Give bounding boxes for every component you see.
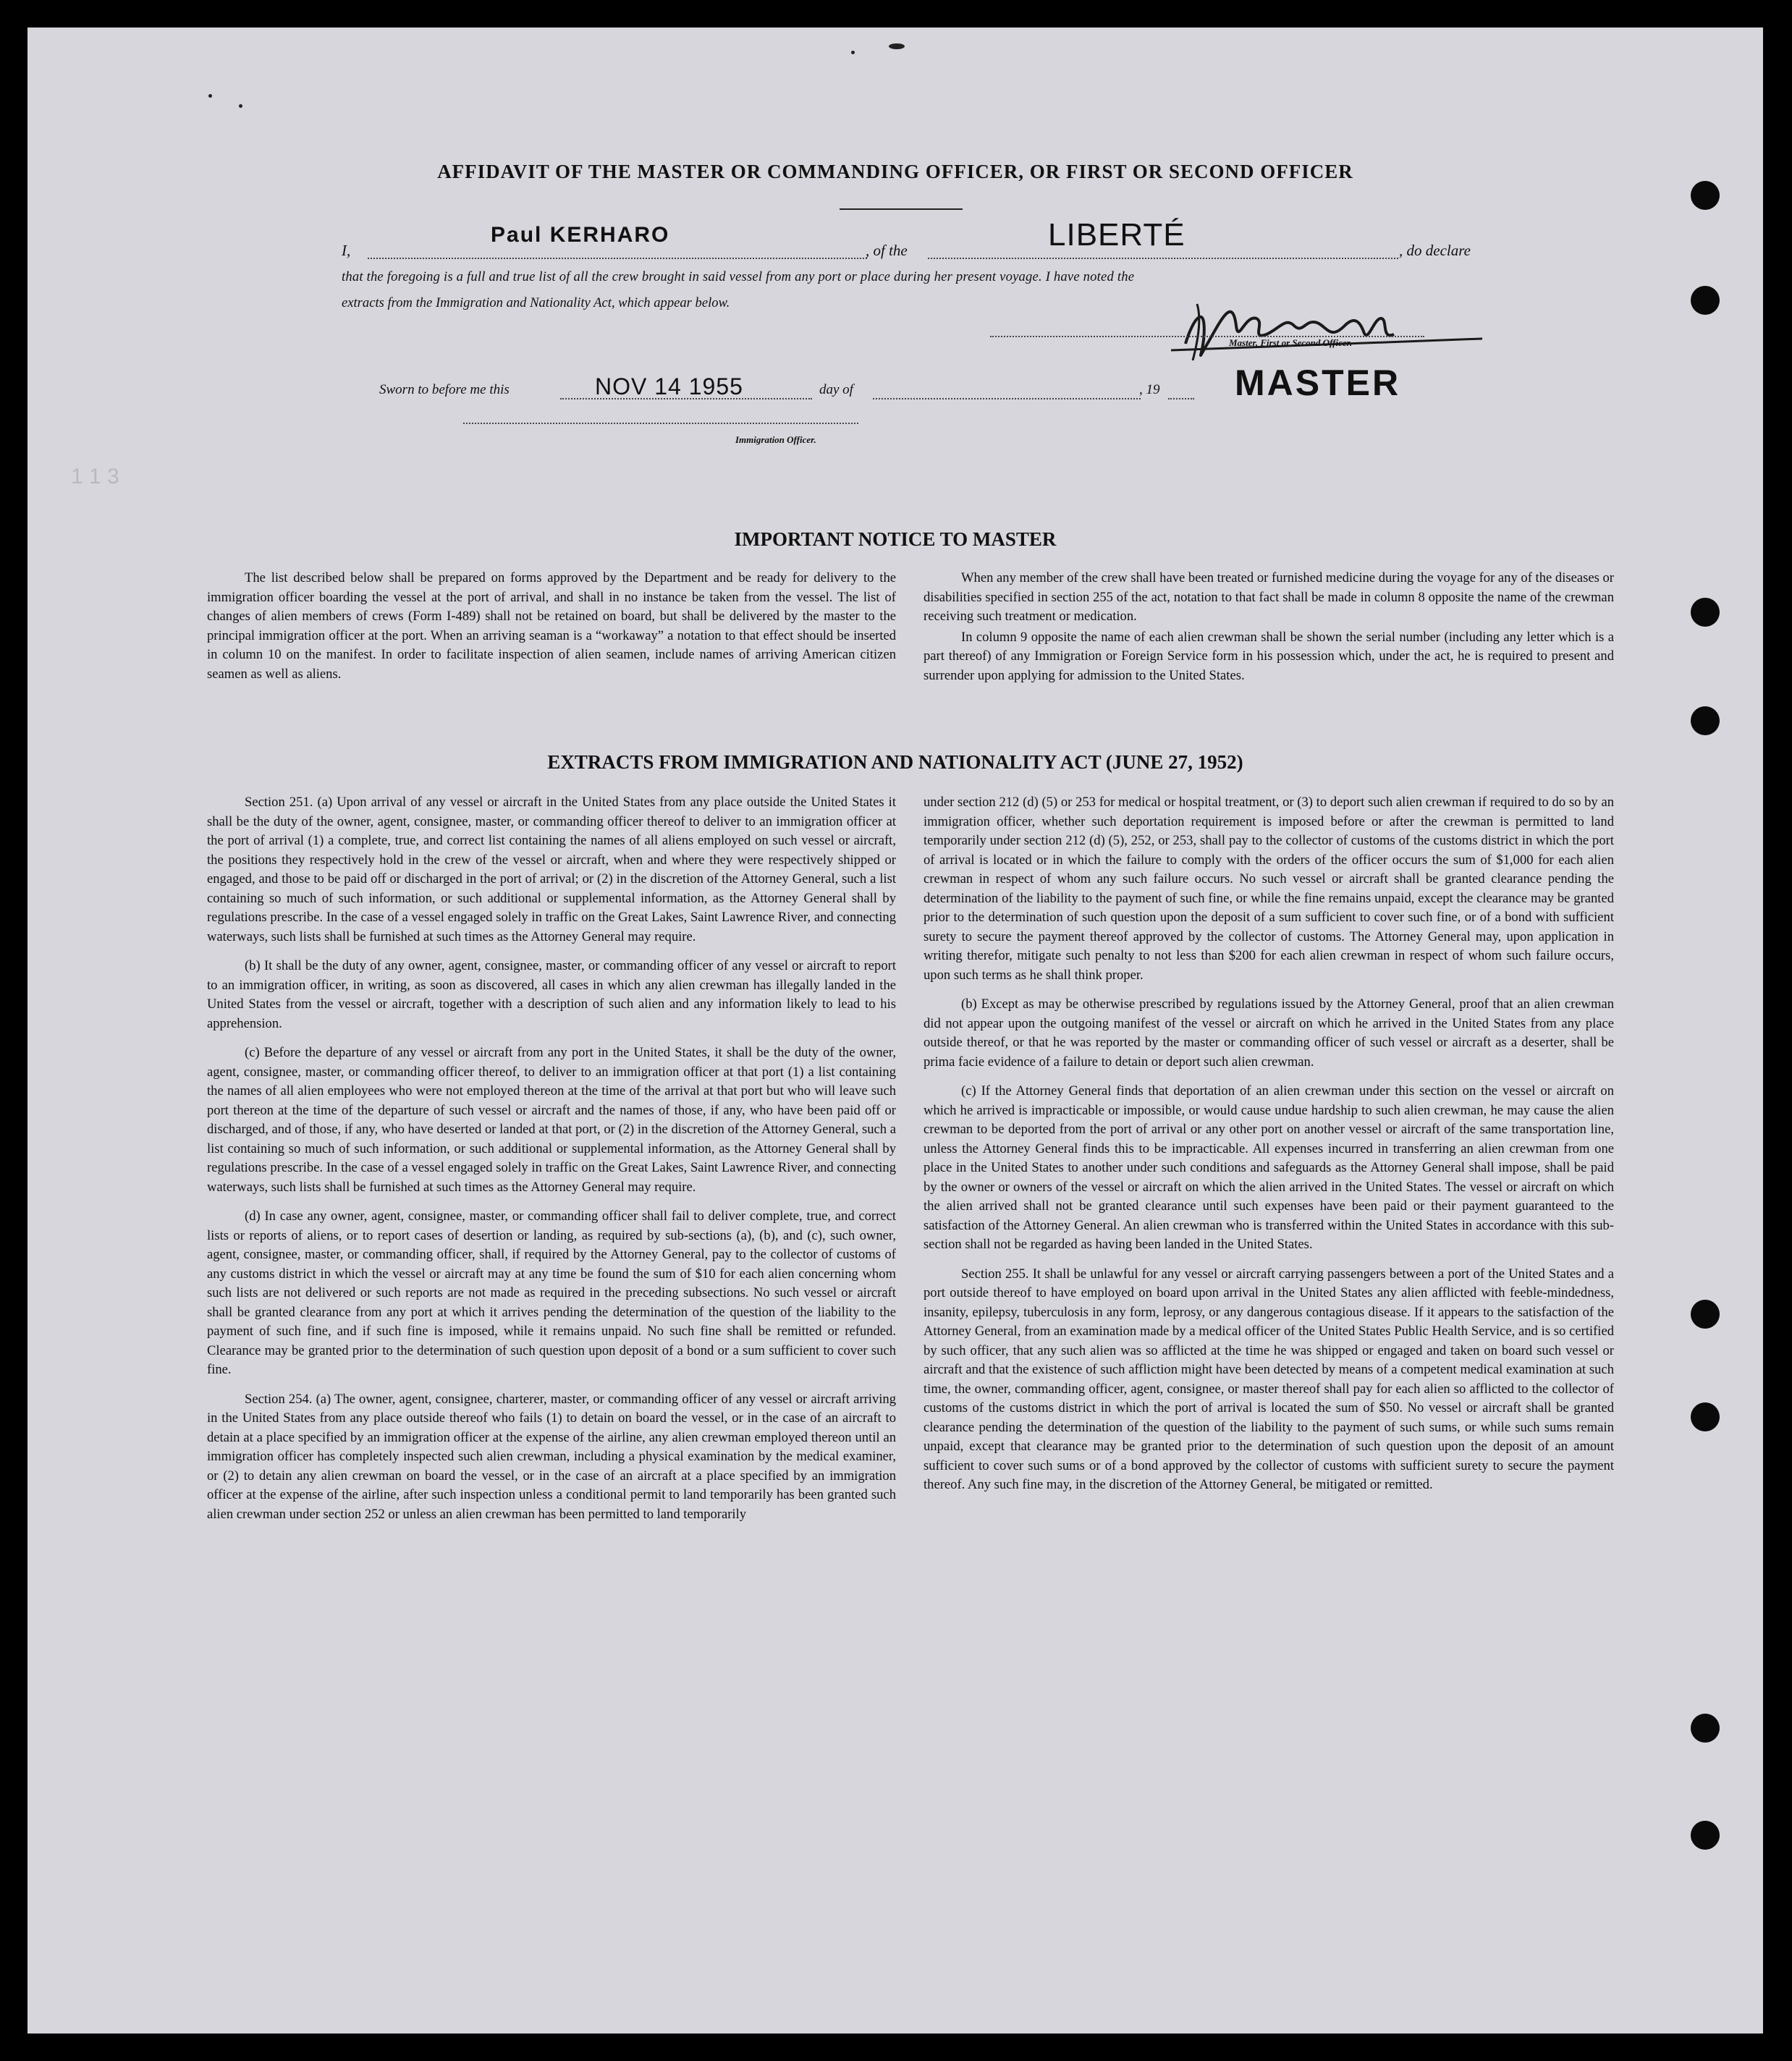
scan-speck xyxy=(889,43,905,49)
act-paragraph: Section 254. (a) The owner, agent, consignee, charterer, master, or commanding officer of any vessel or aircraft arriving in the United States from any place outside thereof who fails (1) to detain on board the vessel, or in the case of an aircraft to detain at a place specified by an immigration officer at the expense of the airline, any alien crewman employed thereon until an immigration officer has completely inspected such alien crewman, including a physical examination by the medical examiner, or (2) to detain any alien crewman on board the vessel, or in the case of an aircraft at a place specified by an immigration officer at the expense of the airline, after such inspection unless a conditional permit to land temporarily has been granted such alien crewman under section 252 or unless an alien crewman has been permitted to land temporarily xyxy=(207,1391,896,1522)
scan-speck xyxy=(208,94,212,98)
affidavit-title: AFFIDAVIT OF THE MASTER OR COMMANDING OFFICER, OR FIRST OR SECOND OFFICER xyxy=(437,161,1353,182)
notice-right-column xyxy=(924,569,1614,685)
act-paragraph: (d) In case any owner, agent, consignee, master, or commanding officer shall fail to deliver complete, true, and correct lists or reports of aliens, or to report cases of desertion or landing, as required by sub-sections (a), (b), and (c), such owner, agent, consignee, master, or commanding officer, shall, if required by the Attorney General, pay to the collector of customs of any customs district in which the vessel or aircraft may at any time be found the sum of $10 for each alien concerning whom such lists are not delivered or such reports are not made as required in the preceding subsections. No such vessel or aircraft shall be granted clearance from any port at which it arrives pending the determination of the question of the liability to the payment of such fine, and if such fine is imposed, while it remains unpaid. No such fine shall be remitted or refunded. Clearance may be granted prior to the determination of such question upon deposit of a bond or a sum sufficient to cover such fine. xyxy=(207,1209,896,1377)
vessel-name-field[interactable]: LIBERTÉ xyxy=(1048,217,1185,253)
act-paragraph: Section 255. It shall be unlawful for any vessel or aircraft carrying passengers between a port of the United States and a port outside thereof to have employed on board upon arrival in the United States any alien afflicted with feeble-mindedness, insanity, epilepsy, tuberculosis in any form, leprosy, or any dangerous contagious disease. If it appears to the satisfaction of the Attorney General, from an examination made by a medical officer of the United States Public Health Service, and is so certified by such officer, that any such alien was so afflicted at the time he was shipped or engaged and taken on board such vessel or aircraft and that the existence of such affliction might have been detected by means of a competent medical examination at such time, the owner, commanding officer, agent, consignee, or master thereof shall pay for each alien so afflicted to the collector of customs of the customs district in which the port of arrival is located the sum of $50. No vessel or aircraft shall be granted clearance pending the determination of the question of the liability to the payment of such sums, or while such sums remain unpaid, except that clearance may be granted prior to the determination of such question upon the deposit of an amount sufficient to cover such sums or of a bond approved by the collector of customs with sufficient surety to secure the payment thereof. Any such fine may, in the discretion of the Attorney General, be mitigated or remitted. xyxy=(924,1266,1614,1492)
title-divider xyxy=(840,208,963,210)
binder-hole xyxy=(1691,1714,1720,1743)
master-stamp: MASTER xyxy=(1235,363,1401,403)
binder-hole xyxy=(1691,1402,1720,1431)
statement-line-1: that the foregoing is a full and true list of all the crew brought in said vessel from any port or place during her present voyage. I have noted the xyxy=(342,269,1135,284)
sworn-date-field[interactable]: NOV 14 1955 xyxy=(595,373,743,399)
binder-hole xyxy=(1691,286,1720,315)
day-of-label: day of xyxy=(819,382,853,397)
notice-left-column xyxy=(207,569,896,684)
notice-heading: IMPORTANT NOTICE TO MASTER xyxy=(734,528,1057,550)
binder-hole xyxy=(1691,1300,1720,1329)
binder-hole xyxy=(1691,1821,1720,1850)
document-page xyxy=(28,27,1763,2034)
act-paragraph: (b) Except as may be otherwise prescribed by regulations issued by the Attorney General, proof that an alien crewman did not appear upon the outgoing manifest of the vessel or aircraft on which he arrived in the United States from any place outside thereof, or that he was reported by the master or commanding officer of such vessel or aircraft as a deserter, shall be prima facie evidence of a failure to detain or deport such alien crewman. xyxy=(924,996,1614,1070)
of-the-label: , of the xyxy=(866,242,908,259)
extracts-heading: EXTRACTS FROM IMMIGRATION AND NATIONALITY ACT (JUNE 27, 1952) xyxy=(547,751,1243,773)
officer-caption: Immigration Officer. xyxy=(735,434,816,445)
year-label: , 19 xyxy=(1139,382,1160,397)
extracts-left-column xyxy=(207,793,896,1524)
do-declare-label: , do declare xyxy=(1399,242,1471,259)
binder-hole xyxy=(1691,598,1720,627)
notice-paragraph: The list described below shall be prepared on forms approved by the Department and be ready for delivery to the immigration officer boarding the vessel at the port of arrival, and shall in no instance be taken from the vessel. The list of changes of alien members of crews (Form I-489) shall not be retained on board, but shall be delivered by the master to the principal immigration officer at the port. When an arriving seaman is a “workaway” a notation to that effect should be inserted in column 10 on the manifest. In order to facilitate inspection of alien seamen, include names of arriving American citizen seamen as well as aliens. xyxy=(207,570,896,682)
notice-paragraph: In column 9 opposite the name of each alien crewman shall be shown the serial number (including any letter which is a part thereof) of any Immigration or Foreign Service form in his possession which, under the act, he is required to present and surrender upon applying for admission to the United States. xyxy=(924,629,1614,683)
month-line xyxy=(873,398,1141,399)
vessel-name-line xyxy=(928,258,1398,259)
scan-speck xyxy=(851,51,855,54)
act-paragraph: (c) If the Attorney General finds that deportation of an alien crewman under this section on the vessel or aircraft on which he arrived is impracticable or impossible, or would cause undue hardship to such alien crewman, he may cause the alien crewman to be deported from the port of arrival or any other port on another vessel or aircraft of the same transportation line, unless the Attorney General finds this to be impracticable. All expenses incurred in transferring an alien crewman from one place in the United States to another under such conditions and safeguards as the Attorney General shall impose, shall be paid by the owner or owners of the vessel or aircraft on which the alien arrived in the United States. The vessel or aircraft on which the alien arrived shall not be granted clearance until such expenses have been paid or their payment guaranteed to the satisfaction of the Attorney General. An alien crewman who is transferred within the United States in accordance with this sub-section shall not be regarded as having been landed in the United States. xyxy=(924,1083,1614,1252)
signature-caption: Master, First or Second Officer. xyxy=(1229,337,1353,348)
year-line xyxy=(1168,398,1194,399)
act-paragraph: under section 212 (d) (5) or 253 for medical or hospital treatment, or (3) to deport such alien crewman if required to do so by an immigration officer, whether such deportation requirement is imposed before or after the crewman is permitted to land temporarily under section 212 (d) (5), 252, or 253, shall pay to the collector of customs of the customs district in which the port of arrival is located or in which the failure to comply with the orders of the officer occurs the sum of $1,000 for each alien crewman in respect of whom any such failure occurs. No such vessel or aircraft shall be granted clearance pending the determination of the liability to the payment of such fine, or while the fine remains unpaid, except the clearance may be granted prior to the determination of such question upon the deposit of a sum sufficient to cover such fine, or of a bond with sufficient surety to secure the payment thereof approved by the collector of customs. The Attorney General may, upon application in writing therefor, mitigate such penalty to not less than $200 for each alien crewman in respect of whom such failure occurs, upon such terms as he shall think proper. xyxy=(924,795,1614,983)
bleed-through-mark: 1 1 3 xyxy=(71,465,119,488)
declare-i-label: I, xyxy=(342,242,351,259)
act-paragraph: (c) Before the departure of any vessel or aircraft from any port in the United States, it shall be the duty of the owner, agent, consignee, master, or commanding officer thereof, to deliver to an immigration officer at that port (1) a list containing the names of all alien employees who were not employed thereon at the time of the arrival at that port but who will leave such port thereon at the time of the departure of such vessel or aircraft and the names of those, if any, who have been paid off or discharged, and of those, if any, who have deserted or landed at that port, or (2) in the discretion of the Attorney General, such a list containing so much of such information, or such additional or supplemental information, as the Attorney General shall by regulations prescribe. In the case of a vessel engaged solely in traffic on the Great Lakes, Saint Lawrence River, and connecting waterways, such lists shall be furnished at such times as the Attorney General may require. xyxy=(207,1045,896,1195)
sworn-label: Sworn to before me this xyxy=(379,382,510,397)
extracts-right-column xyxy=(924,793,1614,1495)
notice-paragraph: When any member of the crew shall have been treated or furnished medicine during the voyage for any of the diseases or disabilities specified in section 255 of the act, notation to that fact shall be made in column 8 opposite the name of the crewman receiving such treatment or medication. xyxy=(924,570,1614,624)
statement-line-2: extracts from the Immigration and Nationality Act, which appear below. xyxy=(342,295,730,310)
signature-line xyxy=(990,336,1424,337)
scan-speck xyxy=(239,104,242,108)
act-paragraph: (b) It shall be the duty of any owner, agent, consignee, master, or commanding officer of any vessel or aircraft to report to an immigration officer, in writing, as soon as discovered, all cases in which any alien crewman has illegally landed in the United States from the vessel or aircraft, together with a description of such alien and any information likely to lead to his apprehension. xyxy=(207,958,896,1031)
act-paragraph: Section 251. (a) Upon arrival of any vessel or aircraft in the United States from any place outside the United States it shall be the duty of the owner, agent, consignee, master, or commanding officer thereof to deliver to an immigration officer at the port of arrival (1) a complete, true, and correct list containing the names of all aliens employed on such vessel or aircraft, the positions they respectively hold in the crew of the vessel or aircraft, when and where they were respectively shipped or engaged, and those to be paid off or discharged in the port of arrival; or (2) in the discretion of the Attorney General, such a list containing so much of such information, or such additional or supplemental information, as the Attorney General shall by regulations prescribe. In the case of a vessel engaged solely in traffic on the Great Lakes, Saint Lawrence River, and connecting waterways, such lists shall be furnished at such times as the Attorney General may require. xyxy=(207,795,896,944)
immigration-officer-line xyxy=(463,423,858,424)
master-name-line xyxy=(368,258,867,259)
binder-hole xyxy=(1691,706,1720,735)
binder-hole xyxy=(1691,181,1720,210)
master-name-field[interactable]: Paul KERHARO xyxy=(491,223,670,247)
